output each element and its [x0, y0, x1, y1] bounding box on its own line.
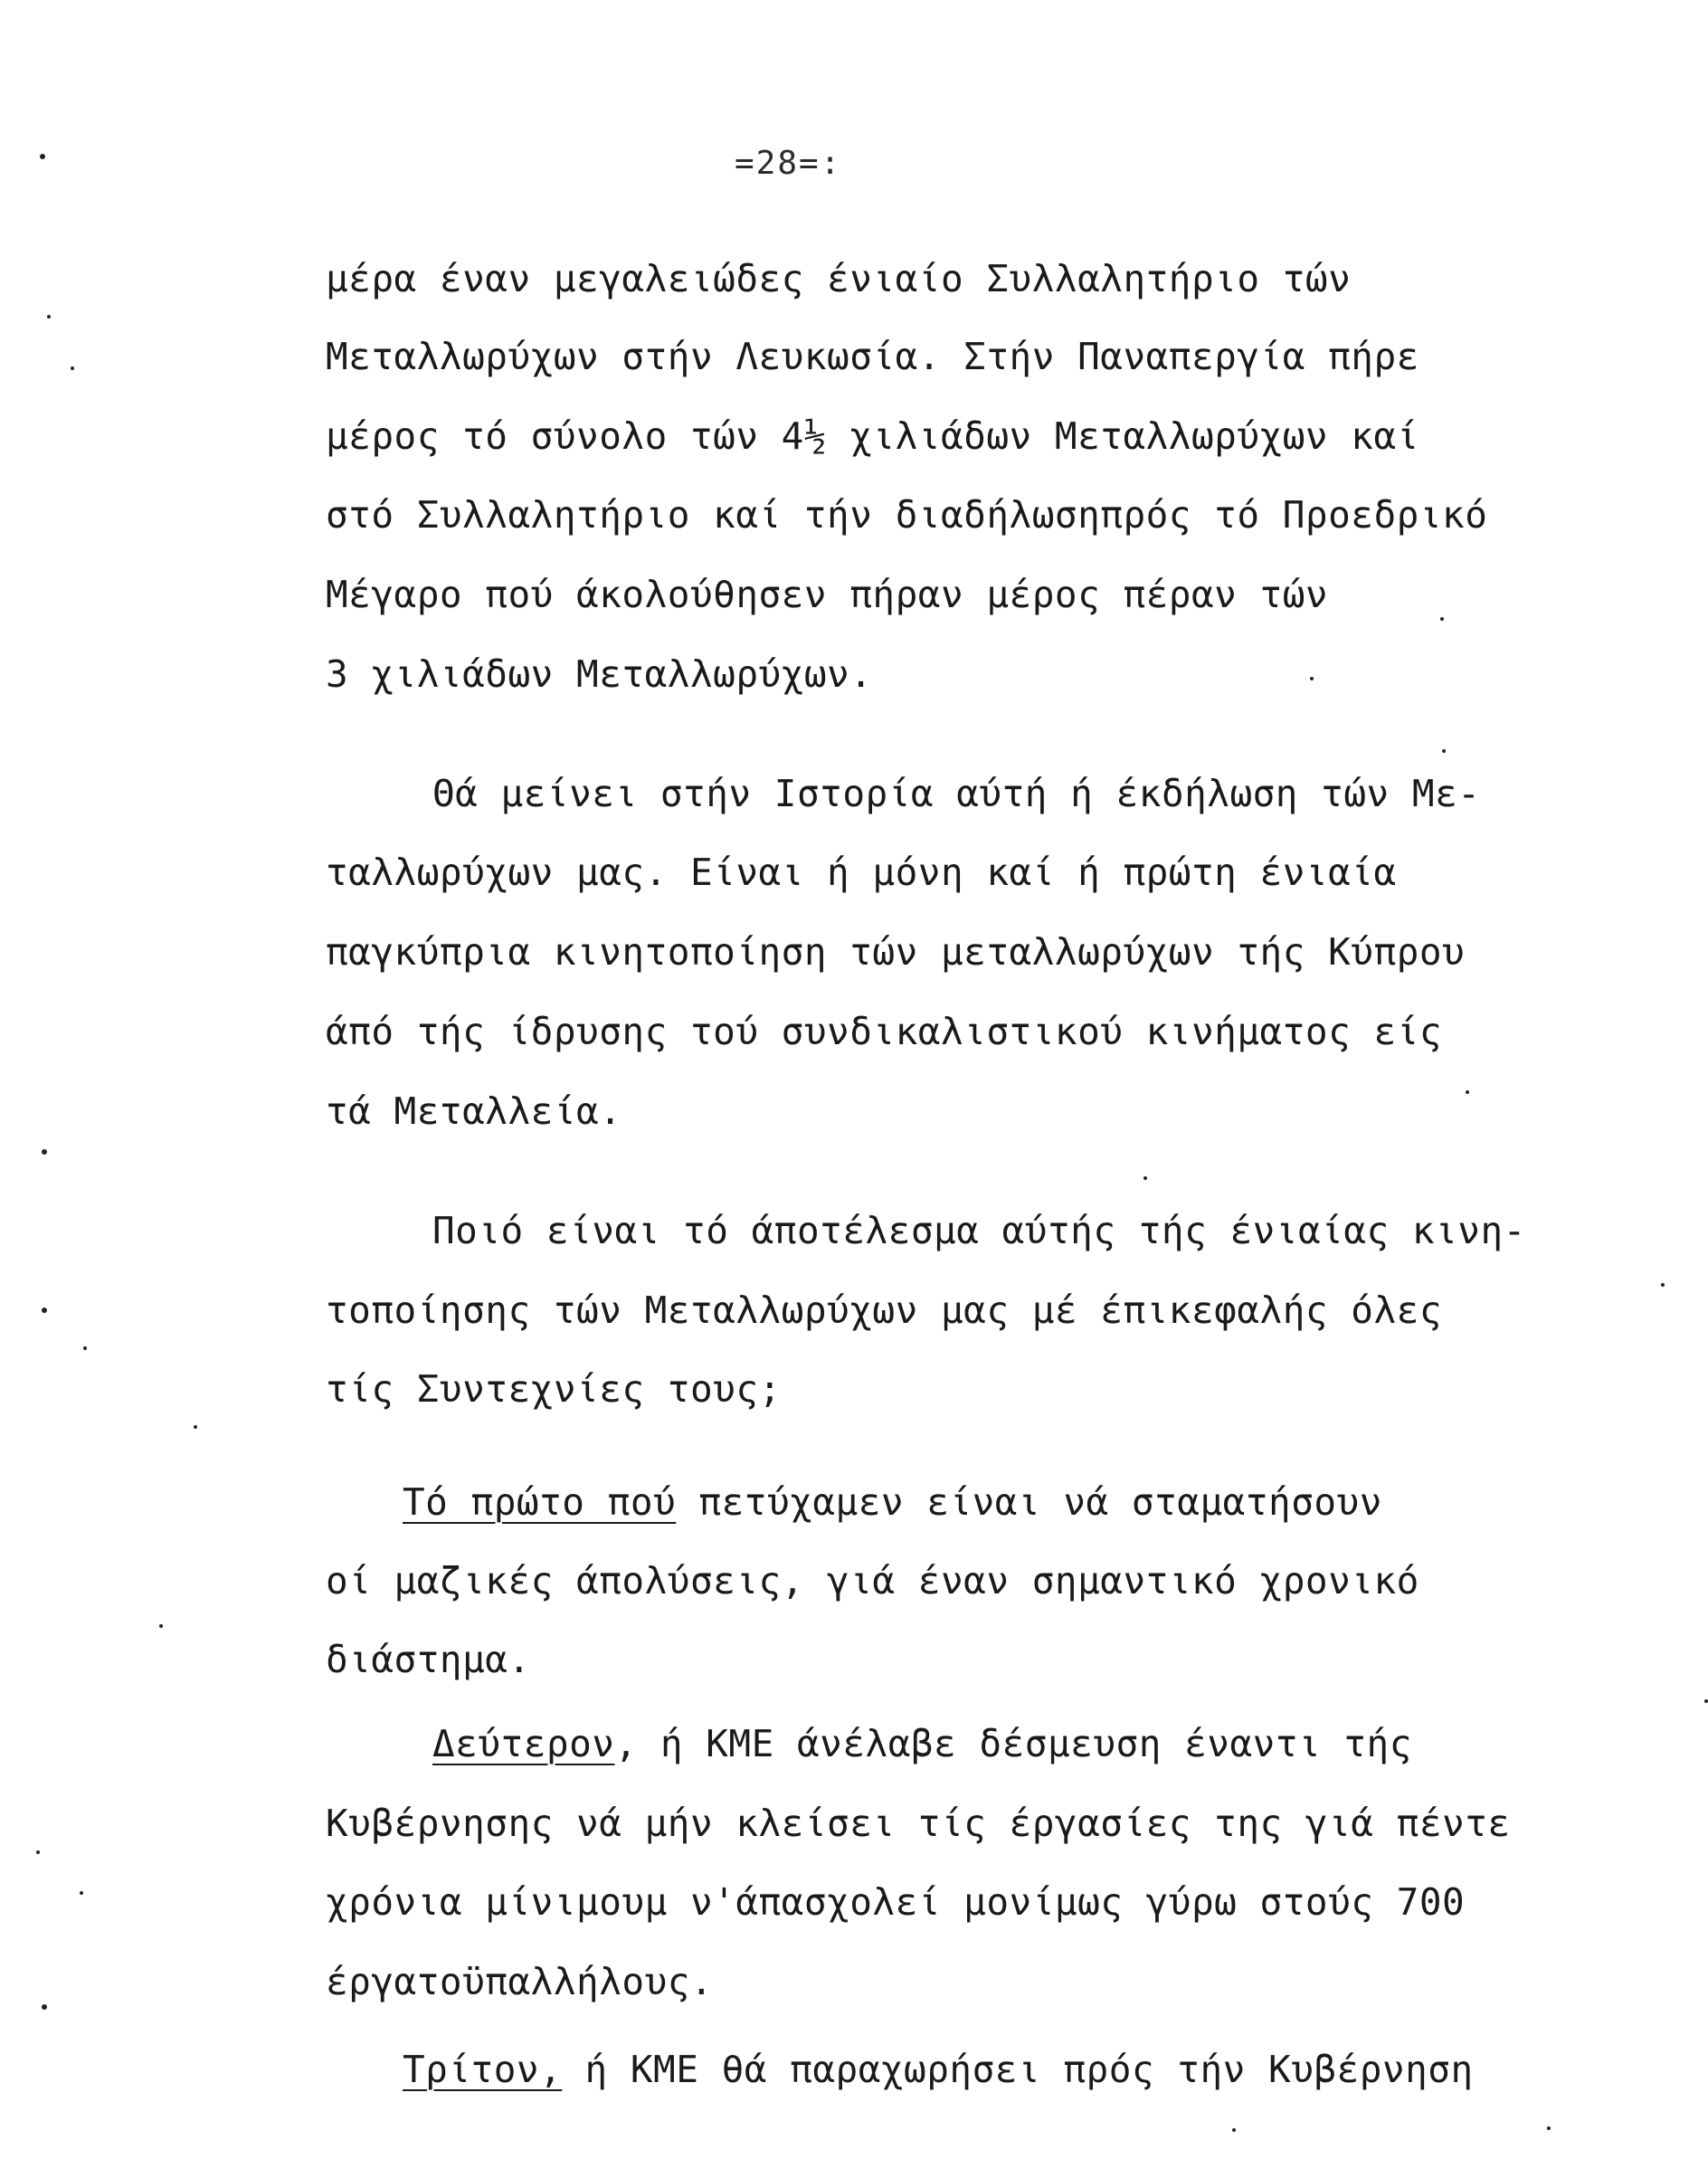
page-number: =28=:: [735, 145, 842, 182]
paragraph-4-line-1-rest: πετύχαμεν είναι νά σταματήσουν: [676, 1480, 1382, 1524]
scan-speck: [1704, 1699, 1708, 1703]
paragraph-4-line-1: [403, 1480, 1382, 1524]
paragraph-1-line-4: στό Συλλαλητήριο καί τήν διαδήλωσηπρός τό Προεδρικό: [326, 493, 1488, 537]
paragraph-6-line-1-rest: ή ΚΜΕ θά παραχωρήσει πρός τήν Κυβέρνηση: [562, 2048, 1474, 2091]
scan-speck: [1440, 617, 1444, 621]
paragraph-6-line-1: [403, 2048, 1474, 2091]
scan-speck: [1466, 1090, 1469, 1094]
scan-speck: [71, 366, 74, 370]
underlined-phrase-third: Τρίτον,: [403, 2048, 563, 2091]
scan-speck: [1143, 1176, 1147, 1180]
scan-speck: [42, 2004, 47, 2010]
paragraph-4-line-3: διάστημα.: [326, 1638, 531, 1681]
paragraph-5-line-3: χρόνια μίνιμουμ ν'άπασχολεί μονίμως γύρω στούς 700: [326, 1880, 1466, 1924]
paragraph-3-line-3: τίς Συντεχνίες τους;: [326, 1367, 782, 1411]
scan-speck: [1442, 749, 1446, 753]
paragraph-3-line-1: Ποιό είναι τό άποτέλεσμα αύτής τής ένιαίας κινη-: [432, 1209, 1526, 1252]
underlined-phrase-second: Δεύτερον: [432, 1722, 615, 1765]
scan-speck: [194, 1425, 197, 1429]
paragraph-2-line-3: παγκύπρια κινητοποίηση τών μεταλλωρύχων τής Κύπρου: [326, 930, 1466, 974]
paragraph-1-line-6: 3 χιλιάδων Μεταλλωρύχων.: [326, 652, 873, 696]
scan-speck: [42, 1308, 47, 1313]
scan-speck: [1661, 1283, 1665, 1287]
paragraph-1-line-5: Μέγαρο πού άκολούθησεν πήραν μέρος πέραν τών: [326, 573, 1329, 616]
scan-speck: [1232, 2128, 1236, 2132]
scan-speck: [1310, 677, 1314, 680]
paragraph-5-line-4: έργατοϋπαλλήλους.: [326, 1960, 714, 2003]
underlined-phrase-first: Τό πρώτο πού: [403, 1480, 677, 1524]
paragraph-3-line-2: τοποίησης τών Μεταλλωρύχων μας μέ έπικεφαλής όλες: [326, 1289, 1443, 1332]
paragraph-2-line-1: Θά μείνει στήν Ιστορία αύτή ή έκδήλωση τών Με-: [432, 772, 1481, 815]
scan-speck: [36, 1850, 40, 1854]
scan-speck: [47, 315, 51, 319]
scan-speck: [42, 1149, 47, 1155]
paragraph-4-line-2: οί μαζικές άπολύσεις, γιά έναν σημαντικό χρονικό: [326, 1559, 1419, 1603]
paragraph-5-line-2: Κυβέρνησης νά μήν κλείσει τίς έργασίες της γιά πέντε: [326, 1802, 1511, 1845]
paragraph-2-line-5: τά Μεταλλεία.: [326, 1089, 622, 1133]
paragraph-5-line-1: [432, 1722, 1412, 1765]
paragraph-1-line-1: μέρα έναν μεγαλειώδες ένιαίο Συλλαλητήριο τών: [326, 257, 1352, 300]
scan-speck: [83, 1346, 87, 1350]
paragraph-2-line-4: άπό τής ίδρυσης τού συνδικαλιστικού κινήματος είς: [326, 1010, 1443, 1053]
scan-speck: [40, 154, 45, 159]
paragraph-5-line-1-rest: , ή ΚΜΕ άνέλαβε δέσμευση έναντι τής: [614, 1722, 1412, 1765]
scan-speck: [80, 1891, 83, 1895]
scan-speck: [1547, 2126, 1551, 2130]
scan-speck: [159, 1624, 163, 1628]
paragraph-2-line-2: ταλλωρύχων μας. Είναι ή μόνη καί ή πρώτη ένιαία: [326, 851, 1397, 894]
paragraph-1-line-2: Μεταλλωρύχων στήν Λευκωσία. Στήν Παναπεργία πήρε: [326, 335, 1419, 378]
paragraph-1-line-3: μέρος τό σύνολο τών 4½ χιλιάδων Μεταλλωρύχων καί: [326, 414, 1419, 458]
